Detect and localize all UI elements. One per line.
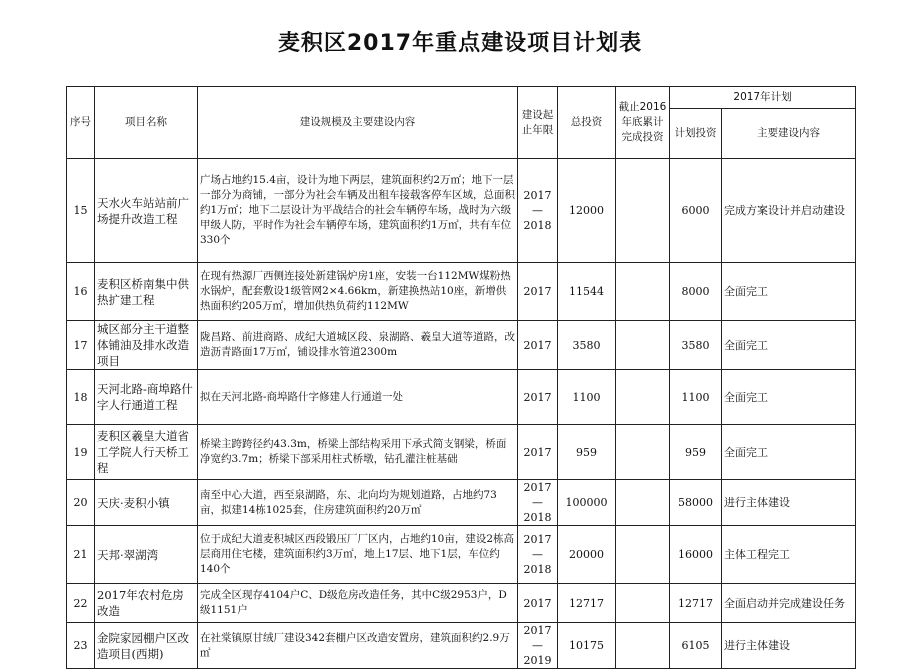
cell-total: 959 [558,425,616,480]
table-row [67,526,856,584]
cell-plan-content: 全面完工 [722,321,856,370]
cell-seq: 22 [67,584,95,623]
cell-cumulative [616,623,670,669]
table-row [67,584,856,623]
table-row [67,370,856,425]
cell-content: 桥梁主跨跨径约43.3m，桥梁上部结构采用下承式简支钢梁，桥面净宽约3.7m；桥梁下部采用柱式桥墩，钻孔灌注桩基础 [198,425,518,480]
cell-cumulative [616,321,670,370]
cell-total: 20000 [558,526,616,584]
table-row [67,425,856,480]
cell-total: 11544 [558,263,616,321]
cell-total: 10175 [558,623,616,669]
cell-content: 陇昌路、前进商路、成纪大道城区段、泉湖路、羲皇大道等道路，改造沥青路面17万㎡，铺设排水管道2300m [198,321,518,370]
cell-plan-invest: 58000 [670,480,722,526]
cell-name: 麦积区羲皇大道省工学院人行天桥工程 [95,425,198,480]
cell-period: 2017 [518,370,558,425]
cell-content: 在社棠镇原甘绒厂建设342套棚户区改造安置房，建筑面积约2.9万㎡ [198,623,518,669]
cell-content: 广场占地约15.4亩，设计为地下两层，建筑面积约2万㎡；地下一层一部分为商铺，一部分为社会车辆及出租车接载客停车区域，总面积约1万㎡；地下二层设计为平战结合的社会车辆停车场，战时为六级甲级人防，平时作为社会车辆停车场，建筑面积约1万㎡，共有车位330个 [198,159,518,263]
cell-plan-invest: 6105 [670,623,722,669]
cell-cumulative [616,425,670,480]
cell-total: 1100 [558,370,616,425]
cell-total: 12717 [558,584,616,623]
cell-cumulative [616,159,670,263]
table-row [67,480,856,526]
cell-seq: 20 [67,480,95,526]
cell-seq: 15 [67,159,95,263]
table-row [67,623,856,669]
header-plan-group: 2017年计划 [670,87,856,109]
cell-cumulative [616,370,670,425]
table-row [67,321,856,370]
header-plan-invest: 计划投资 [670,109,722,159]
cell-plan-content: 全面完工 [722,263,856,321]
cell-name: 城区部分主干道整体铺油及排水改造项目 [95,321,198,370]
cell-period: 2017 [518,425,558,480]
cell-plan-content: 主体工程完工 [722,526,856,584]
cell-cumulative [616,480,670,526]
cell-content: 完成全区现存4104户C、D级危房改造任务，其中C级2953户，D级1151户 [198,584,518,623]
page-title: 麦积区2017年重点建设项目计划表 [277,31,643,56]
cell-cumulative [616,263,670,321]
cell-plan-content: 进行主体建设 [722,623,856,669]
cell-total: 3580 [558,321,616,370]
cell-plan-invest: 16000 [670,526,722,584]
header-cumulative: 截止2016年底累计完成投资 [616,87,670,159]
cell-name: 天河北路-商埠路什字人行通道工程 [95,370,198,425]
cell-content: 位于成纪大道麦积城区西段锻压厂厂区内，占地约10亩，建设2栋高层商用住宅楼，建筑面积约3万㎡，地上17层、地下1层，车位约140个 [198,526,518,584]
cell-plan-invest: 12717 [670,584,722,623]
header-content: 建设规模及主要建设内容 [198,87,518,159]
cell-name: 天邦·翠湖湾 [95,526,198,584]
header-name: 项目名称 [95,87,198,159]
cell-content: 在现有热源厂西侧连接处新建锅炉房1座，安装一台112MW煤粉热水锅炉，配套敷设1级管网2×4.66km，新建换热站10座，新增供热面积约205万㎡，增加供热负荷约112MW [198,263,518,321]
cell-plan-invest: 959 [670,425,722,480]
cell-plan-invest: 8000 [670,263,722,321]
cell-seq: 17 [67,321,95,370]
header-plan-content: 主要建设内容 [722,109,856,159]
cell-period: 2017—2018 [518,526,558,584]
header-period: 建设起止年限 [518,87,558,159]
cell-period: 2017 [518,584,558,623]
table-row [67,159,856,263]
cell-plan-invest: 1100 [670,370,722,425]
cell-seq: 21 [67,526,95,584]
cell-cumulative [616,584,670,623]
header-seq: 序号 [67,87,95,159]
cell-plan-invest: 3580 [670,321,722,370]
cell-content: 拟在天河北路-商埠路什字修建人行通道一处 [198,370,518,425]
cell-period: 2017—2019 [518,623,558,669]
cell-name: 天庆·麦积小镇 [95,480,198,526]
cell-cumulative [616,526,670,584]
cell-name: 天水火车站站前广场提升改造工程 [95,159,198,263]
cell-name: 2017年农村危房改造 [95,584,198,623]
project-table [66,86,856,669]
cell-seq: 16 [67,263,95,321]
cell-seq: 23 [67,623,95,669]
cell-plan-content: 全面完工 [722,425,856,480]
cell-total: 100000 [558,480,616,526]
header-total: 总投资 [558,87,616,159]
table-row [67,263,856,321]
cell-seq: 18 [67,370,95,425]
cell-period: 2017—2018 [518,480,558,526]
cell-plan-invest: 6000 [670,159,722,263]
cell-total: 12000 [558,159,616,263]
cell-plan-content: 进行主体建设 [722,480,856,526]
cell-name: 金院家园棚户区改造项目(西期) [95,623,198,669]
cell-seq: 19 [67,425,95,480]
cell-plan-content: 全面完工 [722,370,856,425]
cell-period: 2017 [518,321,558,370]
cell-content: 南至中心大道，西至泉湖路，东、北向均为规划道路，占地约73亩，拟建14栋1025套，住房建筑面积约20万㎡ [198,480,518,526]
cell-period: 2017 [518,263,558,321]
cell-plan-content: 全面启动并完成建设任务 [722,584,856,623]
cell-period: 2017—2018 [518,159,558,263]
cell-plan-content: 完成方案设计并启动建设 [722,159,856,263]
cell-name: 麦积区桥南集中供热扩建工程 [95,263,198,321]
